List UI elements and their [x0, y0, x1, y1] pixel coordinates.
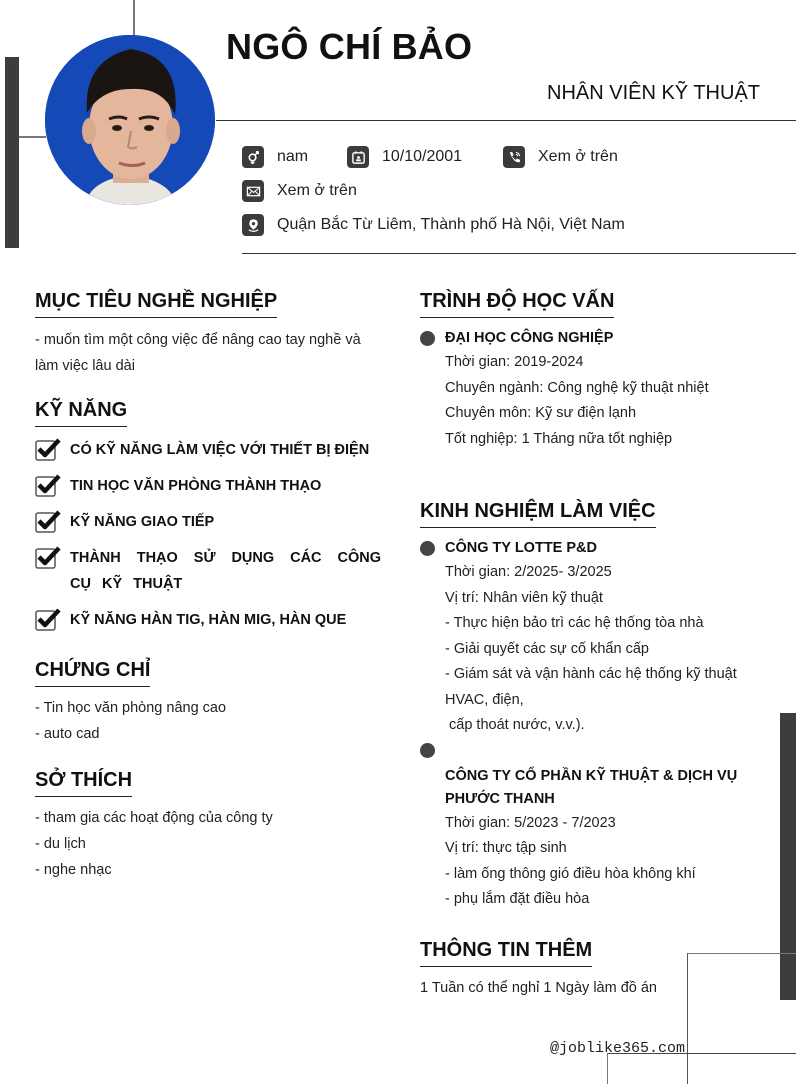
- experience-heading: KINH NGHIỆM LÀM VIỆC: [420, 500, 656, 528]
- education-line: Chuyên môn: Kỹ sư điện lạnh: [445, 405, 637, 421]
- checkbox-checked-icon: [35, 437, 61, 461]
- corner-line: [607, 1053, 796, 1084]
- gender-icon: [242, 146, 264, 168]
- education-line: Thời gian: 2019-2024: [445, 354, 584, 370]
- hobbies-section: [35, 769, 381, 883]
- skill-item: [35, 509, 381, 535]
- objective-section: [35, 290, 381, 379]
- skill-text: KỸ NĂNG HÀN TIG, HÀN MIG, HÀN QUE: [70, 612, 347, 628]
- email-info: [242, 180, 357, 202]
- skill-text: THÀNH THẠO SỬ DỤNG CÁC CÔNG CỤ KỸ THUẬT: [70, 550, 381, 592]
- contact-divider: [242, 253, 796, 254]
- gender-info: [242, 146, 308, 168]
- birthday-info: [347, 146, 462, 168]
- additional-section: [420, 939, 772, 1001]
- checkbox-checked-icon: [35, 473, 61, 497]
- certificate-item: - auto cad: [35, 726, 100, 742]
- birthday-value: 10/10/2001: [382, 148, 463, 165]
- hobby-item: - nghe nhạc: [35, 862, 112, 878]
- header-divider: [216, 120, 796, 121]
- hobby-item: - du lịch: [35, 836, 86, 852]
- skill-item: [35, 473, 381, 499]
- phone-value: Xem ở trên: [538, 148, 618, 165]
- left-accent-bar: [5, 57, 19, 248]
- skill-text: TIN HỌC VĂN PHÒNG THÀNH THẠO: [70, 478, 322, 494]
- gender-value: nam: [277, 148, 309, 165]
- top-vertical-line: [133, 0, 135, 36]
- skill-item: [35, 545, 381, 597]
- education-entry: [420, 327, 772, 452]
- education-section: [420, 290, 772, 452]
- hobby-item: - tham gia các hoạt động của công ty: [35, 810, 273, 826]
- skill-item: [35, 607, 381, 633]
- additional-text: 1 Tuần có thể nghỉ 1 Ngày làm đồ án: [420, 979, 657, 996]
- skills-section: [35, 399, 381, 633]
- email-value: Xem ở trên: [277, 182, 357, 199]
- education-line: Chuyên ngành: Công nghệ kỹ thuật nhiệt: [445, 379, 709, 396]
- skills-list: [35, 437, 381, 633]
- candidate-name: NGÔ CHÍ BẢO: [226, 26, 473, 67]
- right-column: [420, 290, 772, 1001]
- experience-line: Vị trí: Nhân viên kỹ thuật: [445, 589, 603, 606]
- skill-item: [35, 437, 381, 463]
- portrait-photo: [45, 35, 215, 205]
- objective-heading: MỤC TIÊU NGHỀ NGHIỆP: [35, 290, 277, 318]
- avatar: [45, 35, 215, 205]
- skill-text: CÓ KỸ NĂNG LÀM VIỆC VỚI THIẾT BỊ ĐIỆN: [70, 442, 370, 458]
- email-icon: [242, 180, 264, 202]
- checkbox-checked-icon: [35, 545, 61, 569]
- hobbies-heading: SỞ THÍCH: [35, 769, 132, 797]
- certificates-section: [35, 659, 381, 747]
- company-name: CÔNG TY CỔ PHẦN KỸ THUẬT & DỊCH VỤ PHƯỚC THANH: [445, 767, 738, 807]
- experience-line: - Giải quyết các sự cố khẩn cấp: [445, 640, 649, 657]
- experience-line: Thời gian: 5/2023 - 7/2023: [445, 814, 616, 831]
- experience-line: - làm ống thông gió điều hòa không khí: [445, 865, 696, 882]
- certificates-heading: CHỨNG CHỈ: [35, 659, 150, 687]
- experience-line: Thời gian: 2/2025- 3/2025: [445, 564, 612, 580]
- watermark: @joblike365.com: [550, 1040, 686, 1057]
- objective-text: - muốn tìm một công việc để nâng cao tay nghề và làm việc lâu dài: [35, 332, 361, 374]
- experience-entry: [420, 743, 772, 913]
- experience-line: - Giám sát và vận hành các hệ thống kỹ thuật HVAC, điện,: [445, 666, 737, 708]
- bullet-dot-icon: [420, 743, 435, 758]
- skill-text: KỸ NĂNG GIAO TIẾP: [70, 514, 215, 530]
- phone-info: [503, 146, 618, 168]
- experience-section: [420, 500, 772, 913]
- left-column: [35, 290, 381, 883]
- checkbox-checked-icon: [35, 509, 61, 533]
- school-name: ĐẠI HỌC CÔNG NGHIỆP: [445, 330, 614, 346]
- checkbox-checked-icon: [35, 607, 61, 631]
- experience-line: cấp thoát nước, v.v.).: [445, 717, 585, 733]
- bullet-dot-icon: [420, 541, 435, 556]
- bullet-dot-icon: [420, 331, 435, 346]
- left-horizontal-line: [19, 136, 46, 138]
- location-icon: [242, 214, 264, 236]
- phone-icon: [503, 146, 525, 168]
- job-title: NHÂN VIÊN KỸ THUẬT: [547, 82, 760, 104]
- certificate-item: - Tin học văn phòng nâng cao: [35, 700, 227, 716]
- experience-entry: [420, 537, 772, 739]
- skills-heading: KỸ NĂNG: [35, 399, 127, 427]
- company-name: CÔNG TY LOTTE P&D: [445, 540, 597, 556]
- additional-heading: THÔNG TIN THÊM: [420, 939, 592, 967]
- experience-line: Vị trí: thực tập sinh: [445, 840, 567, 856]
- experience-line: - phụ lắm đặt điều hòa: [445, 891, 590, 907]
- address-value: Quận Bắc Từ Liêm, Thành phố Hà Nội, Việt Nam: [277, 216, 625, 233]
- calendar-icon: [347, 146, 369, 168]
- education-heading: TRÌNH ĐỘ HỌC VẤN: [420, 290, 614, 318]
- education-line: Tốt nghiệp: 1 Tháng nữa tốt nghiệp: [445, 430, 673, 447]
- address-info: [242, 214, 625, 236]
- experience-line: - Thực hiện bảo trì các hệ thống tòa nhà: [445, 615, 704, 631]
